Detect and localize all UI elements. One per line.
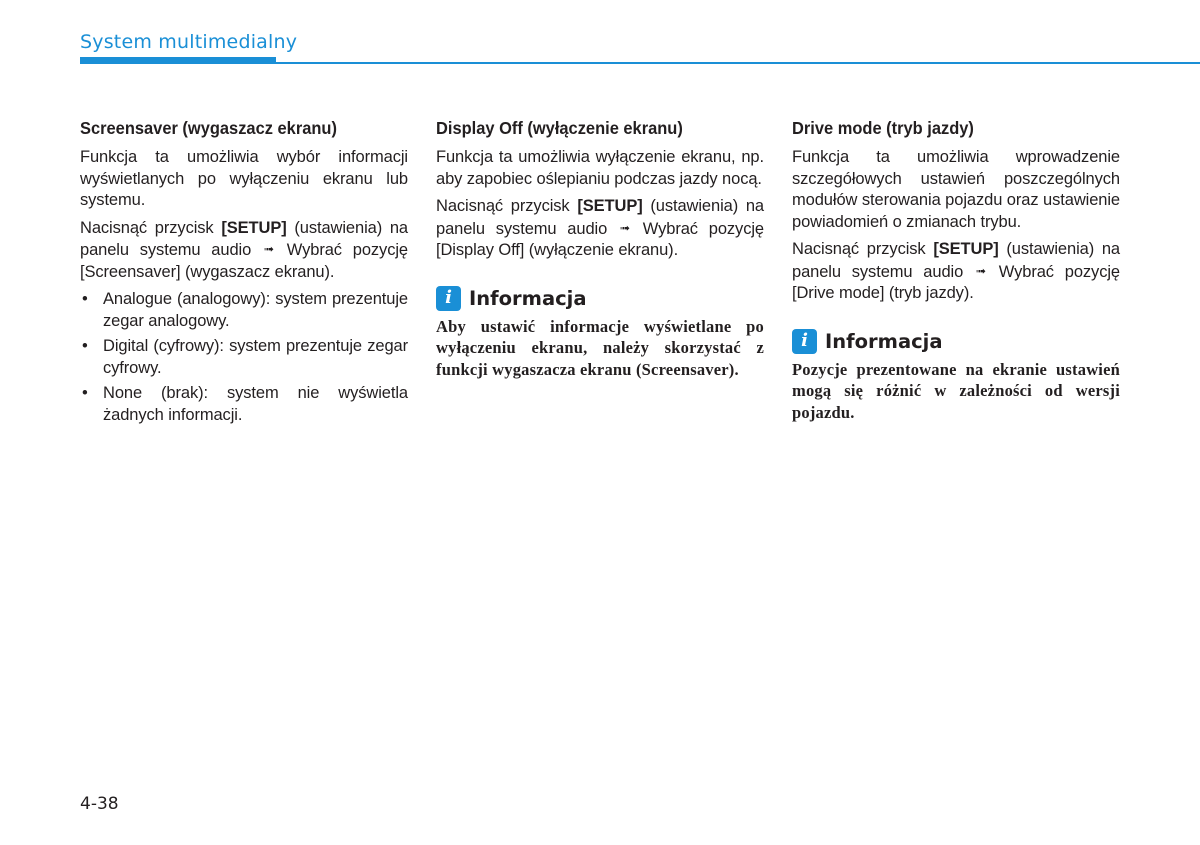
section-description: Funkcja ta umożliwia wyłączenie ekranu, np. aby zapobiec oślepianiu podczas jazdy nocą. xyxy=(436,148,764,188)
setup-key-label: [SETUP] xyxy=(577,197,643,215)
info-box-title: Informacja xyxy=(469,286,587,310)
list-item: • None (brak): system nie wyświetla żadnych informacji. xyxy=(80,383,408,426)
info-box-header xyxy=(436,286,764,311)
section-description: Funkcja ta umożliwia wprowadzenie szczegółowych ustawień poszczególnych modułów sterowania pojazdu oraz ustawienie powiadomień o zmianach trybu. xyxy=(792,148,1120,231)
section-title: Drive mode (tryb jazdy) xyxy=(792,118,974,138)
options-list xyxy=(80,289,408,426)
section-instruction xyxy=(792,239,1120,305)
section-description: Funkcja ta umożliwia wybór informacji wyświetlanych po wyłączeniu ekranu lub systemu. xyxy=(80,148,408,209)
info-icon: i xyxy=(436,286,461,311)
arrow-right-icon: ➟ xyxy=(263,242,274,256)
info-icon: i xyxy=(792,329,817,354)
instruction-text: (ustawienia) na panelu systemu audio xyxy=(436,197,764,238)
list-item: • Analogue (analogowy): system prezentuje zegar analogowy. xyxy=(80,289,408,332)
instruction-text: Wybrać pozycję [Screensaver] (wygaszacz ekranu). xyxy=(80,241,408,281)
instruction-text: Nacisnąć przycisk xyxy=(792,240,934,258)
setup-key-label: [SETUP] xyxy=(933,240,999,258)
instruction-text: (ustawienia) na panelu systemu audio xyxy=(80,218,408,259)
header-rule xyxy=(80,62,1200,64)
section-instruction xyxy=(80,218,408,284)
instruction-text: Nacisnąć przycisk xyxy=(80,218,222,237)
section-display-off xyxy=(436,117,764,380)
instruction-text: Nacisnąć przycisk xyxy=(436,197,578,215)
info-box-text: Aby ustawić informacje wyświetlane po wyłączeniu ekranu, należy skorzystać z funkcji wygaszacza ekranu (Screensaver). xyxy=(436,316,764,379)
setup-key-label: [SETUP] xyxy=(221,218,287,237)
page-header-title: System multimedialny xyxy=(80,31,298,53)
section-title: Display Off (wyłączenie ekranu) xyxy=(436,118,683,138)
info-box-title: Informacja xyxy=(825,329,943,353)
section-instruction xyxy=(436,196,764,262)
instruction-text: Wybrać pozycję [Drive mode] (tryb jazdy). xyxy=(792,262,1120,302)
arrow-right-icon: ➟ xyxy=(975,263,986,278)
section-screensaver xyxy=(80,117,408,430)
section-drive-mode xyxy=(792,117,1120,423)
info-box-header xyxy=(792,329,1120,354)
instruction-text: Wybrać pozycję [Display Off] (wyłączenie ekranu). xyxy=(436,219,764,259)
info-box-text: Pozycje prezentowane na ekranie ustawień mogą się różnić w zależności od wersji pojazdu. xyxy=(792,359,1120,422)
arrow-right-icon: ➟ xyxy=(619,220,630,235)
section-title: Screensaver (wygaszacz ekranu) xyxy=(80,118,337,138)
instruction-text: (ustawienia) na panelu systemu audio xyxy=(792,240,1120,281)
list-item: • Digital (cyfrowy): system prezentuje zegar cyfrowy. xyxy=(80,336,408,379)
page-number: 4-38 xyxy=(80,794,119,814)
